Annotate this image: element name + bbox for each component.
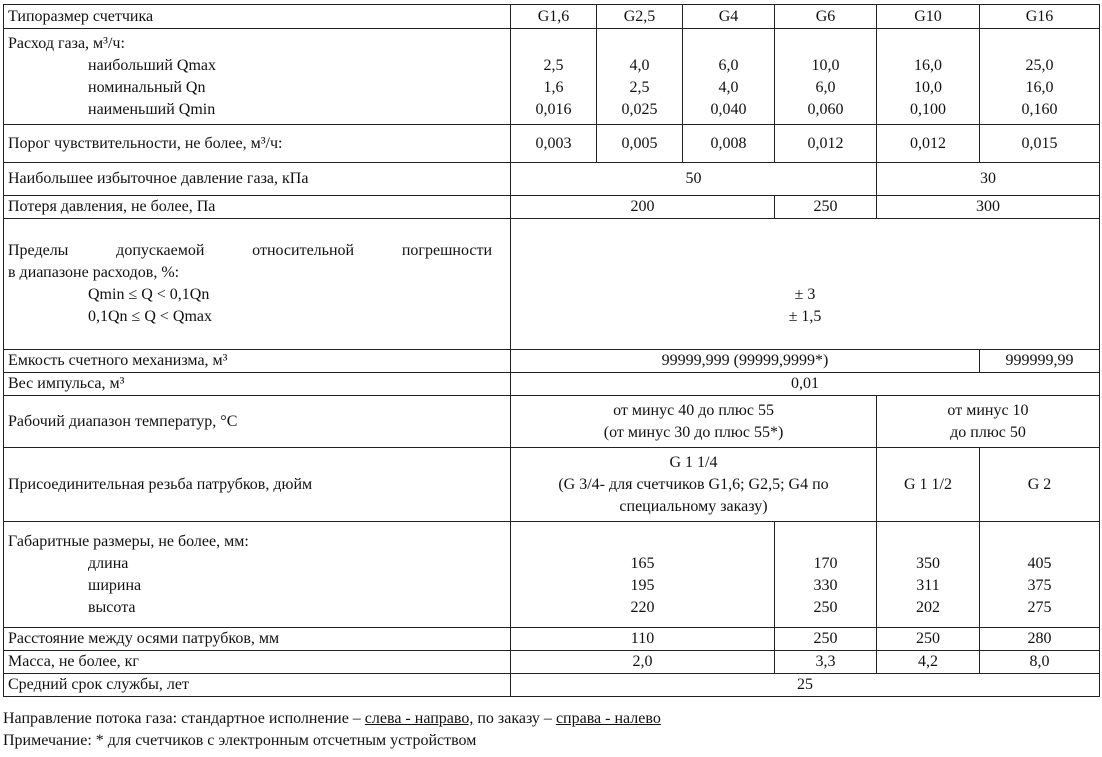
size-g16: G16: [980, 5, 1100, 29]
dim-values-b: 170 330 250: [775, 522, 877, 628]
mass-b: 3,3: [775, 651, 877, 674]
service-life-label: Средний срок службы, лет: [4, 674, 511, 697]
header-label: Типоразмер счетчика: [4, 5, 511, 29]
error-limits-line2: в диапазоне расходов, %:: [8, 264, 180, 281]
dim-values-a: 165 195 220: [511, 522, 775, 628]
flow-min-label: наименьший Qmin: [88, 100, 216, 118]
sensitivity-g16: 0,015: [980, 125, 1100, 163]
impulse-row: [4, 373, 1100, 396]
thread-label: Присоединительная резьба патрубков, дюйм: [4, 448, 511, 522]
thread-value-a: G 1 1/4 (G 3/4- для счетчиков G1,6; G2,5; G4 по специальному заказу): [511, 448, 877, 522]
flow-values-g10: 16,0 10,0 0,100: [877, 29, 980, 125]
sensitivity-row: [4, 125, 1100, 163]
size-g2-5: G2,5: [597, 5, 683, 29]
sensitivity-g6: 0,012: [775, 125, 877, 163]
impulse-label: Вес импульса, м³: [4, 373, 511, 396]
pressure-value-b: 30: [877, 163, 1100, 196]
size-g10: G10: [877, 5, 980, 29]
sensitivity-g2-5: 0,005: [597, 125, 683, 163]
mass-a: 2,0: [511, 651, 775, 674]
capacity-label: Емкость счетного механизма, м³: [4, 350, 511, 373]
error-limits-line1: Пределы допускаемой относительной погрешности: [8, 242, 492, 259]
temperature-range-b: от минус 10 до плюс 50: [877, 396, 1100, 448]
dim-values-d: 405 375 275: [980, 522, 1100, 628]
remark-note: Примечание: * для счетчиков с электронным отсчетным устройством: [3, 732, 477, 749]
error-value-1: ± 3: [794, 286, 816, 303]
header-row: [4, 5, 1100, 29]
dim-length-label: длина: [88, 554, 129, 572]
pressure-loss-a: 200: [511, 196, 775, 219]
sensitivity-label: Порог чувствительности, не более, м³/ч:: [4, 125, 511, 163]
capacity-value-a: 99999,999 (99999,9999*): [511, 350, 980, 373]
dim-width-label: ширина: [88, 576, 142, 594]
size-g6: G6: [775, 5, 877, 29]
dimensions-title: Габаритные размеры, не более, мм:: [8, 532, 249, 550]
impulse-value: 0,01: [511, 373, 1100, 396]
sensitivity-g10: 0,012: [877, 125, 980, 163]
axis-distance-label: Расстояние между осями патрубков, мм: [4, 628, 511, 651]
error-limits-values: [511, 219, 1100, 350]
flow-direction-middle: по заказу –: [473, 710, 556, 727]
thread-value-c: G 2: [980, 448, 1100, 522]
pressure-row: [4, 163, 1100, 196]
axis-distance-c: 250: [877, 628, 980, 651]
capacity-value-b: 999999,99: [980, 350, 1100, 373]
dim-values-c: 350 311 202: [877, 522, 980, 628]
dim-height-label: высота: [88, 598, 136, 616]
axis-distance-d: 280: [980, 628, 1100, 651]
axis-distance-a: 110: [511, 628, 775, 651]
mass-row: [4, 651, 1100, 674]
temperature-row: [4, 396, 1100, 448]
error-value-2: ± 1,5: [788, 308, 822, 325]
pressure-label: Наибольшее избыточное давление газа, кПа: [4, 163, 511, 196]
flow-max-label: наибольший Qmax: [88, 56, 216, 74]
pressure-loss-b: 250: [775, 196, 877, 219]
flow-values-g1-6: 2,5 1,6 0,016: [511, 29, 597, 125]
thread-value-b: G 1 1/2: [877, 448, 980, 522]
size-g1-6: G1,6: [511, 5, 597, 29]
temperature-label: Рабочий диапазон температур, °С: [4, 396, 511, 448]
pressure-loss-c: 300: [877, 196, 1100, 219]
mass-c: 4,2: [877, 651, 980, 674]
dimensions-label: [4, 522, 511, 628]
flow-values-g2-5: 4,0 2,5 0,025: [597, 29, 683, 125]
notes: [3, 708, 1099, 752]
error-limits-row: [4, 219, 1100, 350]
flow-direction-note: [3, 708, 1099, 730]
flow-direction-standard: слева - направо,: [364, 710, 474, 727]
flow-direction-custom: справа - налево: [555, 710, 661, 727]
axis-distance-b: 250: [775, 628, 877, 651]
flow-values-g16: 25,0 16,0 0,160: [980, 29, 1100, 125]
specifications-table: [3, 4, 1100, 697]
flow-direction-prefix: Направление потока газа: стандартное исполнение –: [3, 710, 365, 727]
flow-values-g6: 10,0 6,0 0,060: [775, 29, 877, 125]
dimensions-row: [4, 522, 1100, 628]
flow-label: [4, 29, 511, 125]
error-range-1: Qmin ≤ Q < 0,1Qn: [88, 286, 210, 303]
size-g4: G4: [683, 5, 775, 29]
service-life-row: [4, 674, 1100, 697]
pressure-loss-label: Потеря давления, не более, Па: [4, 196, 511, 219]
mass-label: Масса, не более, кг: [4, 651, 511, 674]
flow-title: Расход газа, м³/ч:: [8, 34, 125, 52]
error-limits-label: [4, 219, 511, 350]
flow-row: [4, 29, 1100, 125]
pressure-loss-row: [4, 196, 1100, 219]
mass-d: 8,0: [980, 651, 1100, 674]
axis-distance-row: [4, 628, 1100, 651]
temperature-range-a: от минус 40 до плюс 55 (от минус 30 до плюс 55*): [511, 396, 877, 448]
sensitivity-g4: 0,008: [683, 125, 775, 163]
error-range-2: 0,1Qn ≤ Q < Qmax: [88, 308, 213, 325]
sensitivity-g1-6: 0,003: [511, 125, 597, 163]
pressure-value-a: 50: [511, 163, 877, 196]
service-life-value: 25: [511, 674, 1100, 697]
flow-values-g4: 6,0 4,0 0,040: [683, 29, 775, 125]
thread-row: [4, 448, 1100, 522]
capacity-row: [4, 350, 1100, 373]
flow-nom-label: номинальный Qn: [88, 78, 206, 96]
